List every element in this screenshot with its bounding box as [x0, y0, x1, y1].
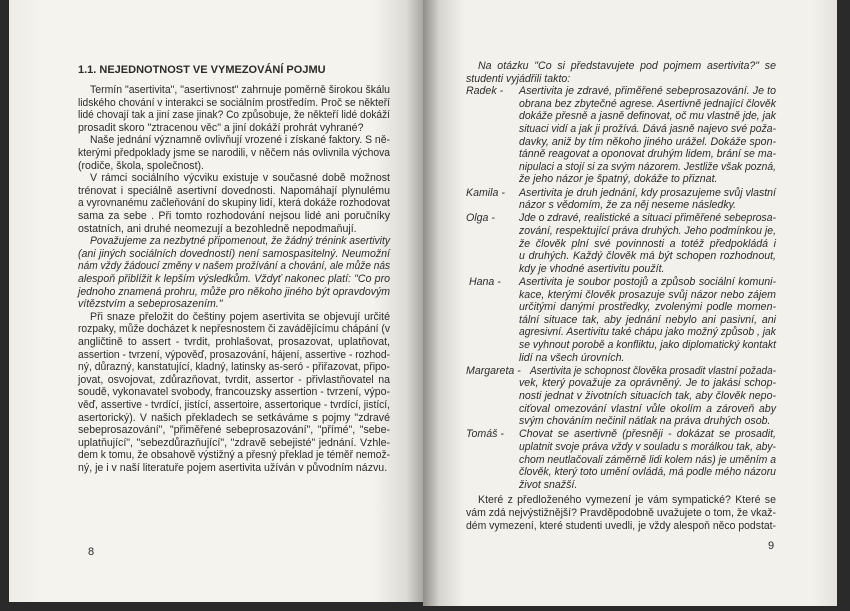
- answer-line: že člověk plní své povinnosti a totéž předpokládá i: [519, 237, 776, 250]
- text-line: kterými předpoklady jsme se narodili, v něčem nás ovlivnila výchova: [78, 147, 391, 159]
- text-line: (ani jiných sociálních dovedností) není samospasitelný. Neumožní: [78, 247, 390, 260]
- text-line: asertorický). V našich překladech se setkáváme s pojmy "zdravé: [78, 411, 390, 424]
- text-line: sama za sebe . Při tomto rozhodování nejsou lidé ani poručníky: [78, 210, 390, 222]
- answer-line: Asertivita je soubor postojů a způsob sociální komuni-: [519, 276, 776, 288]
- answer-line: uplatnit svoje práva vždy v souladu s morálkou tak, aby-: [519, 441, 777, 453]
- text-line: prosadit skoro "ztracenou věc" a jiní dokáží prohrát vyhrané?: [78, 121, 364, 134]
- text-line: lidského chování v interakci se sociálním prostředím. Proč se někteří: [78, 96, 390, 109]
- text-line: lidé chovají tak a jiní zase jinak? Co způsobuje, že někteří lidé dokáží: [78, 109, 390, 122]
- text-line: alespoň přiblížit k lepším výsledkům. Vždyť nakonec platí: "Co pro: [78, 273, 390, 285]
- closing-line: Které z předloženého vymezení je vám sympatické? Které se: [478, 494, 776, 506]
- answer-line: obrana bez zbytečné agrese. Asertivně jednající člověk: [519, 97, 777, 110]
- answer-line: situaci vidí a jak ji prožívá. Dává jasně najevo své poža-: [519, 123, 777, 135]
- intro-line: studenti vyjádřili takto:: [466, 72, 571, 85]
- intro-line: Na otázku "Co si představujete pod pojmem asertivita?" se: [478, 60, 776, 72]
- answer-line: nosti jednat v životních situacích tak, aby člověk nepo-: [519, 390, 776, 402]
- answer-line: u druhých. Každý člověk má být schopen rozhodnout,: [519, 250, 776, 263]
- text-line: Naše jednání významně ovlivňují vrozené i získané faktory. S ně-: [90, 134, 390, 147]
- text-line: sebeprosazování", "přiměřené sebeprosazování", "přímé", "sebe-: [78, 424, 390, 437]
- page-number-left: 8: [88, 546, 95, 558]
- text-line: jednoho znamená prohru, může pro někoho jiného být opravdovým: [78, 285, 390, 298]
- answer-line: člověk, který toto umění ovládá, má podle mého názoru: [519, 466, 777, 479]
- text-line: Považujeme za nezbytné připomenout, že žádný trénink asertivity: [90, 235, 391, 248]
- answer-line: Jde o zdravé, realistické a situaci přiměřené sebeprosa-: [519, 212, 777, 225]
- respondent-name: Hana -: [469, 276, 501, 288]
- answer-line: Asertivita je druh jednání, kdy prosazujeme svůj vlastní: [519, 186, 776, 199]
- respondent-name: Tomáš -: [466, 428, 504, 441]
- answer-line: davky, aniž by tím někoho jiného urážel. Dokáže spon-: [519, 135, 776, 148]
- answer-line: život snažší.: [519, 478, 578, 491]
- answer-line: ciťoval omezování vlastní vůle okolím a zároveň aby: [519, 402, 776, 415]
- text-line: a vyrovnanému začleňování do skupiny lidí, která dokáže rozhodovat: [78, 197, 391, 210]
- text-line: Termín "asertivita", "asertivnost" zahrnuje poměrně širokou škálu: [90, 84, 390, 96]
- respondent-name: Margareta -: [466, 364, 521, 377]
- respondent-name: Radek -: [466, 85, 504, 98]
- text-line: rozpaky, může docházet k nepřesnostem či zavádějícímu chápání (v: [78, 323, 390, 336]
- page-number-right: 9: [768, 540, 775, 552]
- left-page: [9, 0, 423, 602]
- answer-line: agresivní. Asertivitu také chápu jako možný způsob , jak: [519, 326, 776, 339]
- answer-line: tánně reagovat a oponovat druhým lidem, brání se ma-: [519, 148, 777, 161]
- answer-line: nipulaci a stojí si za svým názorem. Jestliže však pozná,: [519, 160, 776, 173]
- answer-line: dokáže přesně a jasně definovat, oč mu vlastně jde, jak: [519, 110, 776, 123]
- answer-line: určitými danými prostředky, zvolenými podle momen-: [519, 301, 776, 314]
- answer-line: Chovat se asertivně (přesněji - dokázat se prosadit,: [519, 428, 776, 441]
- text-line: nám vždy žádoucí změny v našem prožívání a chování, ale může nás: [78, 260, 391, 273]
- text-line: ný, důrazný, kanstatující, kladný, latinsky as-seró - přiřazovat, připo-: [78, 361, 391, 374]
- text-line: (rodiče, škola, společnost).: [78, 159, 205, 172]
- closing-line: vám zdá nejvýstižnější? Pravděpodobně uvažujete o tom, že vkaž-: [466, 507, 776, 519]
- respondent-name: Olga -: [466, 212, 495, 225]
- text-line: soudě, vykonavatel svobody, francouzsky assertion - tvrzení, výpo-: [78, 386, 390, 399]
- right-page: [423, 0, 837, 606]
- answer-line: Asertivita je schopnost člověka prosadit vlastní požada-: [530, 364, 776, 377]
- answer-line: kdy je vhodné asertivitu použít.: [519, 262, 665, 275]
- text-line: Při snaze přeložit do češtiny pojem asertivita se objevují určité: [90, 310, 390, 323]
- answer-line: lidí na všech úrovních.: [519, 351, 625, 364]
- text-line: ostatních, ani druhé neomezují a bezohledně nepodmaňují.: [78, 222, 357, 235]
- text-line: angličtině to assert - tvrdit, prohlašovat, prosazovat, uplatňovat,: [78, 336, 390, 348]
- answer-line: že jeho názor je špatný, dokáže to přiznat.: [519, 173, 718, 186]
- answer-line: tální situace tak, aby jednání nebylo ani pasivní, ani: [519, 313, 776, 326]
- text-line: uplatňující", "sebezdůrazňující", "zdravě sebejisté" jednání. Vzhle-: [78, 436, 390, 449]
- text-line: assertion - tvrzení, výpověď, prosazování, hájení, assertive - rozhod-: [78, 348, 391, 361]
- text-line: jovat, osvojovat, zdůrazňovat, tvrdit, assertor - přivlastňovatel na: [78, 373, 390, 386]
- closing-line: dém vymezení, které studenti uvedli, je vždy alespoň něco podstat-: [466, 520, 777, 532]
- respondent-name: Kamila -: [466, 186, 505, 199]
- answer-line: svým chováním nečinil nátlak na práva druhých osob.: [519, 415, 771, 428]
- answer-line: názor s vědomím, že za něj neseme následky.: [519, 199, 737, 212]
- answer-line: zování, respektující práva druhých. Jeho podmínkou je,: [519, 225, 777, 237]
- text-line: vítězstvím a sebeprosazením.": [78, 298, 223, 311]
- text-line: ný, je i v naší literatuře pojem asertivita užíván v původním názvu.: [78, 462, 388, 474]
- answer-line: kace, kterými člověk prosazuje svůj názor nebo zájem: [519, 288, 776, 301]
- answer-line: chom neutlačovali záměrně lidi kolem nás) je uměním a: [519, 453, 777, 466]
- answer-line: se vyhnout porobě a konfliktu, jako diplomatický kontakt: [519, 339, 776, 351]
- text-line: dem k tomu, že obsahově výstižný a přesný překlad je téměř nemož-: [78, 449, 390, 462]
- text-line: V rámci sociálního výcviku existuje v současné době možnost: [90, 172, 390, 185]
- answer-line: vek, který považuje za oprávněný. Je to jakási schop-: [519, 377, 776, 390]
- section-heading: 1.1. NEJEDNOTNOST VE VYMEZOVÁNÍ POJMU: [78, 64, 326, 76]
- text-line: věď, assertive - tvrdící, jistící, assertoire, assertorique - tvrdící, jistící,: [78, 399, 391, 411]
- answer-line: Asertivita je zdravé, přiměřené sebeprosazování. Je to: [519, 85, 776, 98]
- text-line: trénovat i speciálně asertivní dovednosti. Napomáhají plynulému: [78, 184, 390, 197]
